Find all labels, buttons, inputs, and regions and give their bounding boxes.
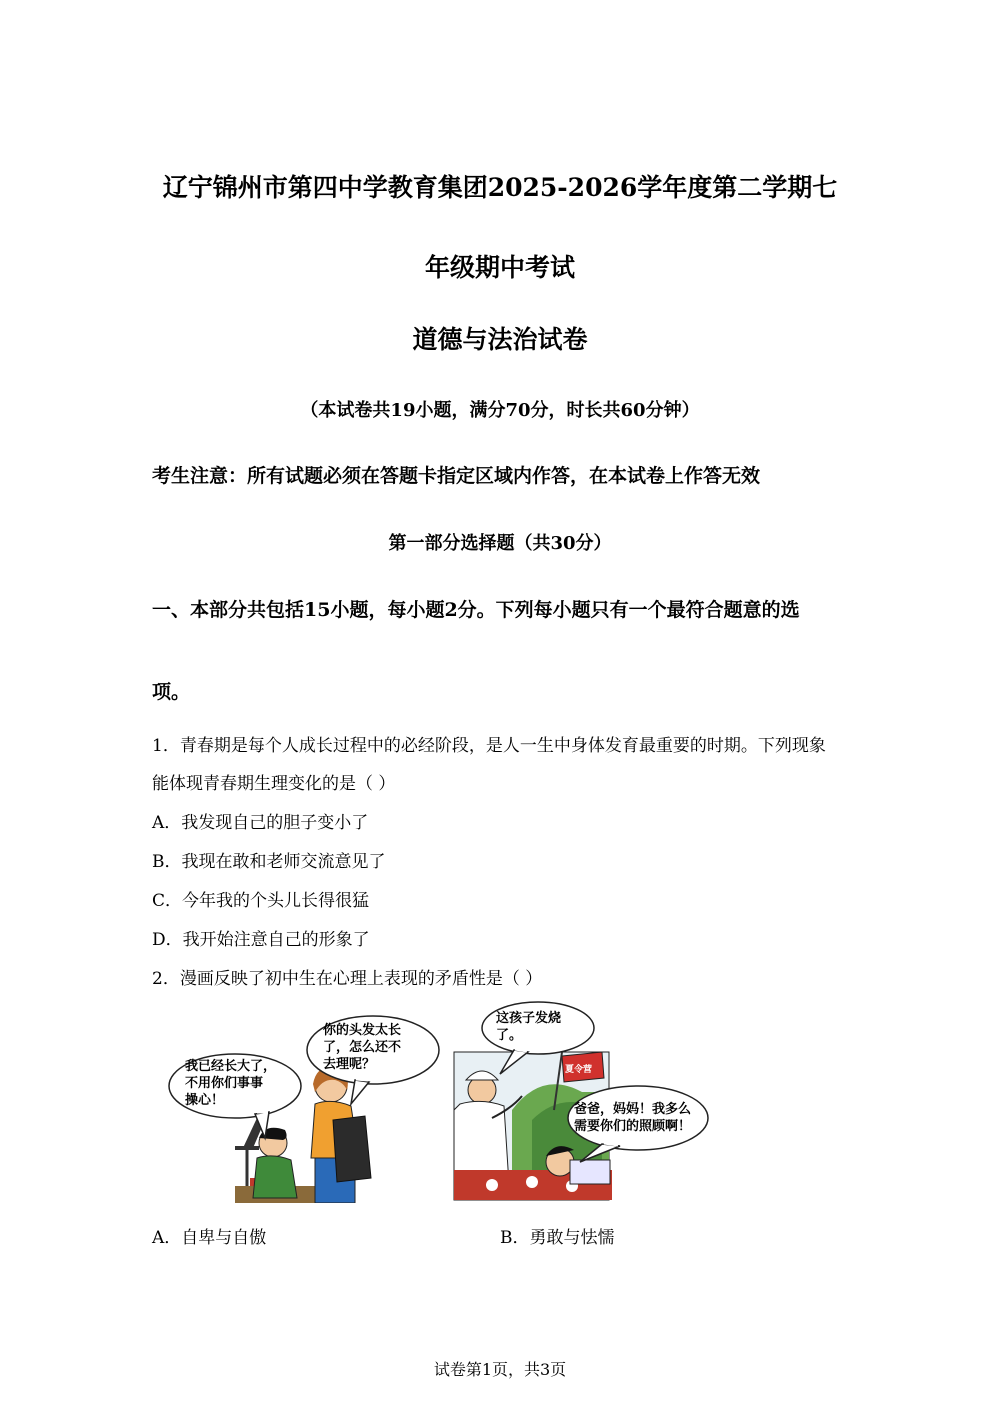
exam-notice: 考生注意：所有试题必须在答题卡指定区域内作答，在本试卷上作答无效	[152, 465, 761, 487]
cartoon-right-nurse-bubble	[496, 1010, 596, 1044]
cartoon-left-child-line2: 不用你们事事	[185, 1076, 264, 1091]
cartoon-left-child-line1: 我已经长大了，	[185, 1059, 277, 1074]
cartoon-right-nurse-line2: 了。	[496, 1028, 523, 1043]
question-1-option-a: A．我发现自己的胆子变小了	[152, 813, 369, 833]
cartoon-left-mother-line2: 了，怎么还不	[323, 1040, 402, 1055]
cartoon-right-child-bubble	[574, 1101, 709, 1135]
cartoon-left-mother-line3: 去理呢？	[323, 1057, 376, 1072]
exam-title-line1: 辽宁锦州市第四中学教育集团2025-2026学年度第二学期七	[162, 173, 838, 202]
question-1-option-c: C．今年我的个头儿长得很猛	[152, 891, 370, 911]
part-one-heading: 第一部分选择题（共30分）	[388, 533, 612, 554]
cartoon-left-mother-line1: 你的头发太长	[323, 1023, 402, 1038]
cartoon-right-nurse-line1: 这孩子发烧	[496, 1011, 562, 1026]
cartoon-left	[165, 1008, 445, 1203]
page-footer: 试卷第1页，共3页	[433, 1360, 567, 1379]
question-2-stem: 2．漫画反映了初中生在心理上表现的矛盾性是（ ）	[152, 969, 543, 989]
cartoon-right-child-line1: 爸爸，妈妈！我多么	[574, 1102, 692, 1117]
exam-info: （本试卷共19小题，满分70分，时长共60分钟）	[300, 400, 700, 421]
exam-subject-title: 道德与法治试卷	[412, 325, 588, 354]
part-one-instruction-line1: 一、本部分共包括15小题，每小题2分。下列每小题只有一个最符合题意的选	[152, 599, 800, 621]
part-one-instruction-line2: 项。	[152, 681, 191, 703]
question-2-option-a: A．自卑与自傲	[152, 1228, 267, 1248]
cartoon-right-flag-text: 夏令营	[565, 1065, 593, 1075]
question-1-stem-line1: 1．青春期是每个人成长过程中的必经阶段，是人一生中身体发育最重要的时期。下列现象	[152, 736, 826, 756]
question-1-option-b: B．我现在敢和老师交流意见了	[152, 852, 386, 872]
cartoon-left-child-bubble	[185, 1058, 295, 1109]
question-1-option-d: D．我开始注意自己的形象了	[152, 930, 370, 950]
cartoon-left-mother-bubble	[323, 1022, 433, 1073]
cartoon-left-child-line3: 操心！	[185, 1093, 225, 1108]
question-2-option-b: B．勇敢与怯懦	[500, 1228, 615, 1248]
exam-title-line2: 年级期中考试	[424, 253, 575, 282]
cartoon-right	[452, 1000, 712, 1203]
question-1-stem-line2: 能体现青春期生理变化的是（ ）	[152, 774, 396, 794]
cartoon-right-child-line2: 需要你们的照顾啊！	[574, 1119, 692, 1134]
